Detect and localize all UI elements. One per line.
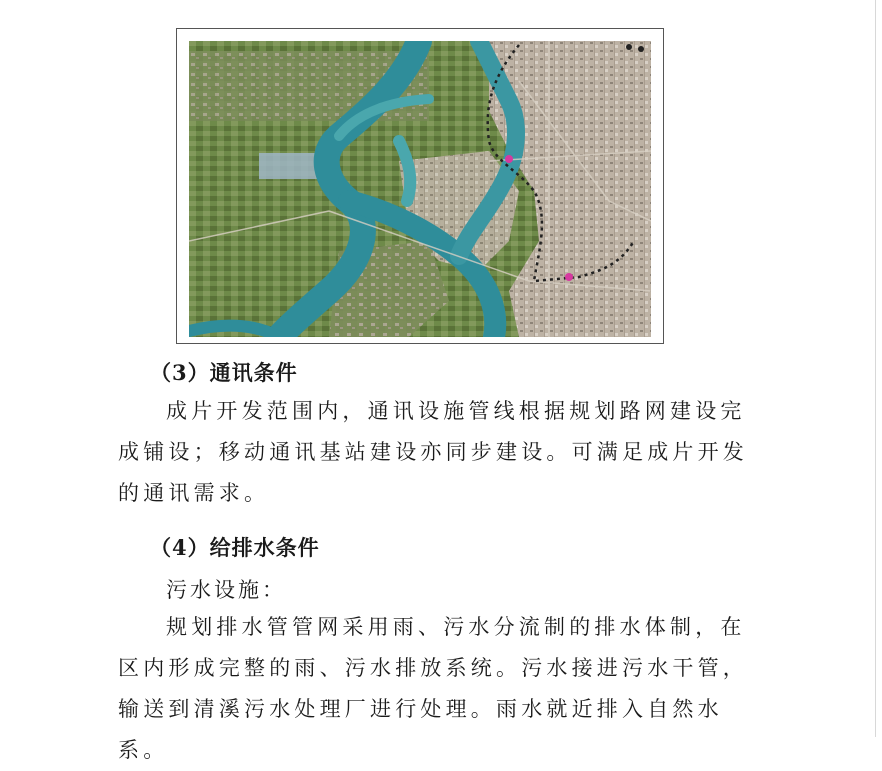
- industrial-area: [259, 153, 319, 179]
- route-endpoint: [638, 46, 644, 52]
- route-endpoint: [626, 44, 632, 50]
- section-heading-water: （4）给排水条件: [150, 535, 320, 560]
- page-edge: [875, 0, 876, 737]
- paragraph-sewage: 规划排水管管网采用雨、污水分流制的排水体制，在区内形成完整的雨、污水排放系统。污水接进污水干管，输送到清溪污水处理厂进行处理。雨水就近排入自然水系。: [118, 615, 748, 762]
- paragraph-communication: 成片开发范围内，通讯设施管线根据规划路网建设完成铺设；移动通讯基站建设亦同步建设。可满足成片开发的通讯需求。: [118, 399, 748, 505]
- satellite-map-image: [189, 41, 651, 337]
- site-marker: [505, 155, 513, 163]
- site-marker: [565, 273, 573, 281]
- subheading-sewage: 污水设施：: [166, 578, 286, 602]
- figure-frame: [176, 28, 664, 344]
- section-heading-communication: （3）通讯条件: [150, 360, 298, 385]
